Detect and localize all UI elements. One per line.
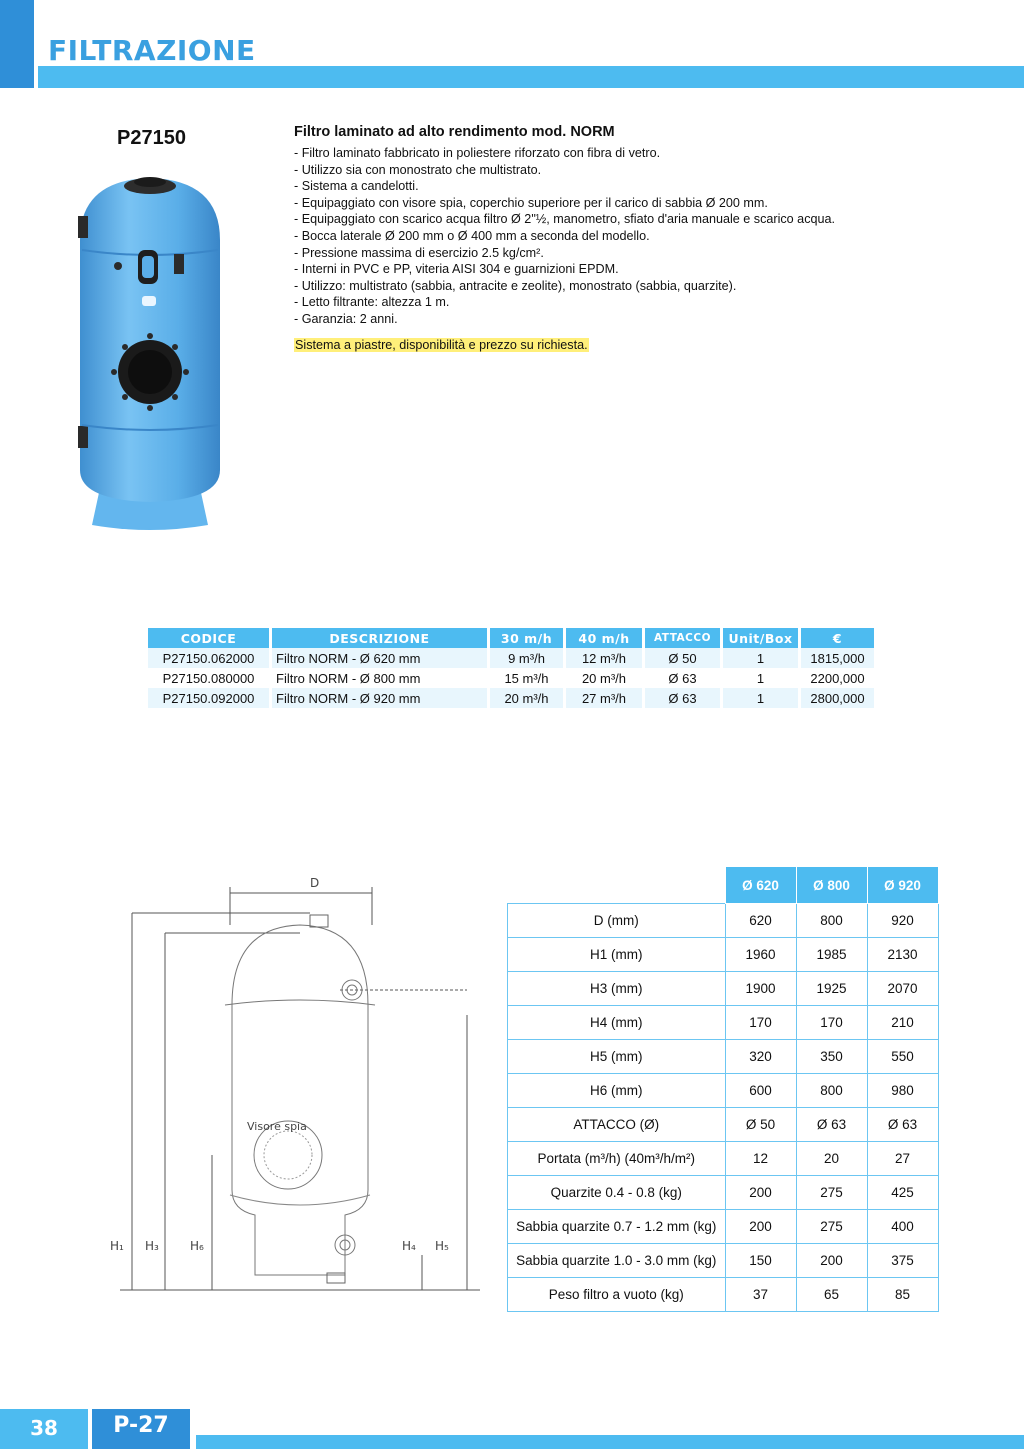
dimension-value: 1960 xyxy=(725,938,796,972)
cell-connection: Ø 63 xyxy=(645,688,720,708)
table-row xyxy=(508,1278,939,1312)
cell-flow-30: 9 m³/h xyxy=(490,648,563,668)
cell-description: Filtro NORM - Ø 800 mm xyxy=(272,668,487,688)
cell-code: P27150.092000 xyxy=(148,688,269,708)
technical-drawing xyxy=(100,865,480,1305)
product-title: Filtro laminato ad alto rendimento mod. NORM xyxy=(294,124,615,140)
table-row xyxy=(508,1142,939,1176)
col-header: CODICE xyxy=(148,628,269,648)
blank-header xyxy=(508,867,726,904)
dimension-label: Portata (m³/h) (40m³/h/m²) xyxy=(508,1142,726,1176)
dim-label-h5: H₅ xyxy=(435,1239,449,1253)
col-header: € xyxy=(801,628,874,648)
dim-label-h6: H₆ xyxy=(190,1239,204,1253)
cell-flow-30: 20 m³/h xyxy=(490,688,563,708)
feature-item: - Garanzia: 2 anni. xyxy=(294,311,398,326)
table-row xyxy=(508,1210,939,1244)
col-header: Ø 620 xyxy=(725,867,796,904)
dimension-label: H5 (mm) xyxy=(508,1040,726,1074)
price-table-header xyxy=(148,628,874,648)
table-row xyxy=(508,1244,939,1278)
cell-unit-box: 1 xyxy=(723,648,798,668)
cell-connection: Ø 63 xyxy=(645,668,720,688)
feature-item: - Utilizzo sia con monostrato che multistrato. xyxy=(294,162,542,177)
table-row xyxy=(508,938,939,972)
dimension-value: Ø 63 xyxy=(867,1108,938,1142)
dimension-label: Quarzite 0.4 - 0.8 (kg) xyxy=(508,1176,726,1210)
table-row xyxy=(508,1176,939,1210)
dimension-value: 2070 xyxy=(867,972,938,1006)
cell-unit-box: 1 xyxy=(723,668,798,688)
dimension-label: ATTACCO (Ø) xyxy=(508,1108,726,1142)
cell-code: P27150.080000 xyxy=(148,668,269,688)
table-row xyxy=(508,904,939,938)
cell-price: 1815,000 xyxy=(801,648,874,668)
dimension-value: 980 xyxy=(867,1074,938,1108)
dimension-value: 600 xyxy=(725,1074,796,1108)
dim-label-h1: H₁ xyxy=(110,1239,124,1253)
feature-item: - Utilizzo: multistrato (sabbia, antracite e zeolite), monostrato (sabbia, quarzite). xyxy=(294,278,737,293)
table-row xyxy=(508,972,939,1006)
feature-item: - Equipaggiato con scarico acqua filtro Ø 2"½, manometro, sfiato d'aria manuale e scarico acqua. xyxy=(294,212,835,227)
dimension-value: 210 xyxy=(867,1006,938,1040)
dimension-value: 200 xyxy=(725,1210,796,1244)
cell-flow-40: 27 m³/h xyxy=(566,688,642,708)
col-header: Unit/Box xyxy=(723,628,798,648)
dimension-label: H1 (mm) xyxy=(508,938,726,972)
feature-item: - Filtro laminato fabbricato in poliestere riforzato con fibra di vetro. xyxy=(294,146,661,160)
dimension-value: 920 xyxy=(867,904,938,938)
col-header: 30 m/h xyxy=(490,628,563,648)
col-header: ATTACCO xyxy=(645,628,720,648)
dimension-value: 37 xyxy=(725,1278,796,1312)
feature-item: - Equipaggiato con visore spia, coperchio superiore per il carico di sabbia Ø 200 mm. xyxy=(294,195,768,210)
dimension-value: 275 xyxy=(796,1176,867,1210)
dimension-value: 170 xyxy=(796,1006,867,1040)
table-row xyxy=(508,1074,939,1108)
col-header: Ø 800 xyxy=(796,867,867,904)
table-row xyxy=(508,1108,939,1142)
cell-description: Filtro NORM - Ø 620 mm xyxy=(272,648,487,668)
dimension-value: 275 xyxy=(796,1210,867,1244)
dimension-value: 27 xyxy=(867,1142,938,1176)
dim-label-h4: H₄ xyxy=(402,1239,416,1253)
dimension-label: H6 (mm) xyxy=(508,1074,726,1108)
availability-note: Sistema a piastre, disponibilità e prezzo su richiesta. xyxy=(295,338,588,352)
visore-label: Visore spia xyxy=(247,1120,307,1133)
dimension-label: Peso filtro a vuoto (kg) xyxy=(508,1278,726,1312)
dimension-value: 350 xyxy=(796,1040,867,1074)
dimension-value: 200 xyxy=(725,1176,796,1210)
dimension-value: 800 xyxy=(796,904,867,938)
table-row xyxy=(508,1040,939,1074)
dim-label-d: D xyxy=(310,876,320,890)
page-title: FILTRAZIONE xyxy=(48,34,256,67)
dimension-value: 1985 xyxy=(796,938,867,972)
cell-code: P27150.062000 xyxy=(148,648,269,668)
price-table xyxy=(145,628,877,708)
dim-label-h3: H₃ xyxy=(145,1239,159,1253)
feature-item: - Interni in PVC e PP, viteria AISI 304 e guarnizioni EPDM. xyxy=(294,262,619,277)
dimension-value: 320 xyxy=(725,1040,796,1074)
dimension-value: 20 xyxy=(796,1142,867,1176)
dimension-value: 425 xyxy=(867,1176,938,1210)
dimension-label: D (mm) xyxy=(508,904,726,938)
dimension-value: 85 xyxy=(867,1278,938,1312)
cell-price: 2800,000 xyxy=(801,688,874,708)
table-row xyxy=(148,668,874,688)
dimension-table xyxy=(507,866,939,1312)
col-header: Ø 920 xyxy=(867,867,938,904)
cell-description: Filtro NORM - Ø 920 mm xyxy=(272,688,487,708)
dimension-label: H3 (mm) xyxy=(508,972,726,1006)
feature-item: - Bocca laterale Ø 200 mm o Ø 400 mm a seconda del modello. xyxy=(294,228,650,243)
dimension-value: Ø 63 xyxy=(796,1108,867,1142)
cell-unit-box: 1 xyxy=(723,688,798,708)
dimension-value: 550 xyxy=(867,1040,938,1074)
dimension-value: 200 xyxy=(796,1244,867,1278)
dimension-value: 1900 xyxy=(725,972,796,1006)
filter-product-image xyxy=(70,170,230,535)
cell-flow-40: 12 m³/h xyxy=(566,648,642,668)
feature-item: - Sistema a candelotti. xyxy=(294,179,419,194)
page-number: 38 xyxy=(30,1416,58,1440)
feature-item: - Pressione massima di esercizio 2.5 kg/cm². xyxy=(294,245,544,260)
table-row xyxy=(508,1006,939,1040)
product-code: P27150 xyxy=(117,127,186,149)
cell-flow-40: 20 m³/h xyxy=(566,668,642,688)
cell-connection: Ø 50 xyxy=(645,648,720,668)
header-accent-bar xyxy=(0,0,34,88)
dimension-table-header xyxy=(508,867,939,904)
col-header: 40 m/h xyxy=(566,628,642,648)
dimension-value: 170 xyxy=(725,1006,796,1040)
dimension-value: Ø 50 xyxy=(725,1108,796,1142)
footer-line xyxy=(196,1435,1024,1449)
dimension-value: 12 xyxy=(725,1142,796,1176)
dimension-label: Sabbia quarzite 0.7 - 1.2 mm (kg) xyxy=(508,1210,726,1244)
dimension-value: 620 xyxy=(725,904,796,938)
dimension-value: 400 xyxy=(867,1210,938,1244)
table-row xyxy=(148,688,874,708)
cell-price: 2200,000 xyxy=(801,668,874,688)
dimension-value: 1925 xyxy=(796,972,867,1006)
dimension-label: Sabbia quarzite 1.0 - 3.0 mm (kg) xyxy=(508,1244,726,1278)
dimension-value: 150 xyxy=(725,1244,796,1278)
dimension-value: 375 xyxy=(867,1244,938,1278)
section-code: P-27 xyxy=(113,1413,169,1438)
col-header: DESCRIZIONE xyxy=(272,628,487,648)
feature-item: - Letto filtrante: altezza 1 m. xyxy=(294,295,450,310)
dimension-value: 2130 xyxy=(867,938,938,972)
table-row xyxy=(148,648,874,668)
dimension-value: 800 xyxy=(796,1074,867,1108)
dimension-value: 65 xyxy=(796,1278,867,1312)
dimension-label: H4 (mm) xyxy=(508,1006,726,1040)
feature-list xyxy=(294,145,835,328)
header-line xyxy=(38,66,1024,88)
cell-flow-30: 15 m³/h xyxy=(490,668,563,688)
